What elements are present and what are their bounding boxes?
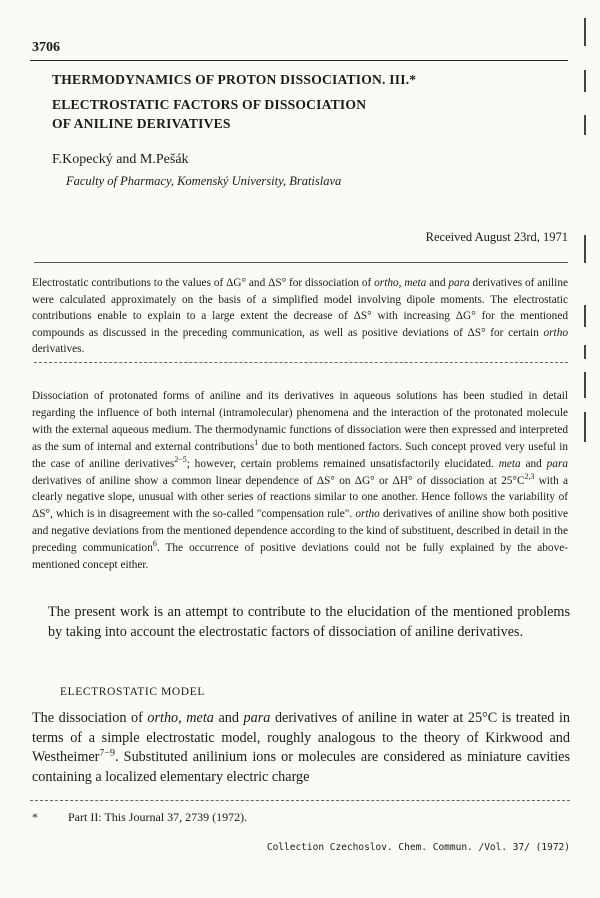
article-title-line-1: THERMODYNAMICS OF PROTON DISSOCIATION. III.* (52, 72, 417, 87)
abstract-top-rule (34, 262, 568, 263)
received-date: Received August 23rd, 1971 (425, 230, 568, 244)
affiliation: Faculty of Pharmacy, Komenský University, Bratislava (66, 174, 342, 188)
header-rule (30, 60, 568, 61)
authors: F.Kopecký and M.Pešák (52, 152, 189, 167)
introduction-paragraph: Dissociation of protonated forms of aniline and its derivatives in aqueous solutions has been studied in detail regarding the influence of both internal (intramolecular) phenomena and the interaction of the protonated molecule with the external aqueous medium. The thermodynamic functions of dissociation were then expressed and interpreted as the sum of internal and external contributions$^1$ due to both mentioned factors. Such concept proved very useful in the case of aniline derivatives$^{2-5}$; however, certain problems remained unsatisfactorily elucidated. meta and para derivatives of aniline show a common linear dependence of ΔS° on ΔG° or ΔH° of dissociation at $25^\circ C^{2,3}$ with a clearly negative slope, unusual with other series of reactions similar to one another. Hence follows the variability of ΔS°, which is in disagreement with the so-called "compensation rule". ortho derivatives of aniline show both positive and negative deviations from the mentioned dependence according to the kind of substituent, described in detail in the preceding communication$^6$. The occurrence of positive deviations could not be fully explained by the above-mentioned concept either. (32, 390, 568, 572)
abstract-bottom-rule (34, 362, 568, 363)
abstract: Electrostatic contributions to the values of ΔG° and ΔS° for dissociation of ortho, meta and para derivatives of aniline were calculated approximately on the basis of a simplified model involving dipole moments. The electrostatic contributions enable to explain to a large extent the decrease of ΔS° with increasing ΔG° for the mentioned compounds as discussed in the preceding communication, as well as positive deviations of ΔS° for certain ortho derivatives. (32, 277, 568, 355)
page-number: 3706 (32, 40, 60, 55)
section-heading: ELECTROSTATIC MODEL (60, 686, 205, 698)
model-paragraph: The dissociation of ortho, meta and para derivatives of aniline in water at 25°C is treated in terms of a simple electrostatic model, roughly analogous to the theory of Kirkwood and Westheimer$^{7-9}$. Substituted anilinium ions or molecules are considered as miniature cavities containing a localized elementary electric charge (32, 710, 571, 785)
journal-colophon: Collection Czechoslov. Chem. Commun. /Vol. 37/ (1972) (266, 842, 570, 853)
footnote-rule (30, 800, 570, 801)
aim-paragraph: The present work is an attempt to contribute to the elucidation of the mentioned problems by taking into account the electrostatic factors of dissociation of aniline derivatives. (48, 604, 570, 640)
article-title-line-3: OF ANILINE DERIVATIVES (52, 116, 231, 131)
footnote: * Part II: This Journal 37, 2739 (1972). (32, 810, 248, 824)
article-title-line-2: ELECTROSTATIC FACTORS OF DISSOCIATION (52, 97, 367, 112)
